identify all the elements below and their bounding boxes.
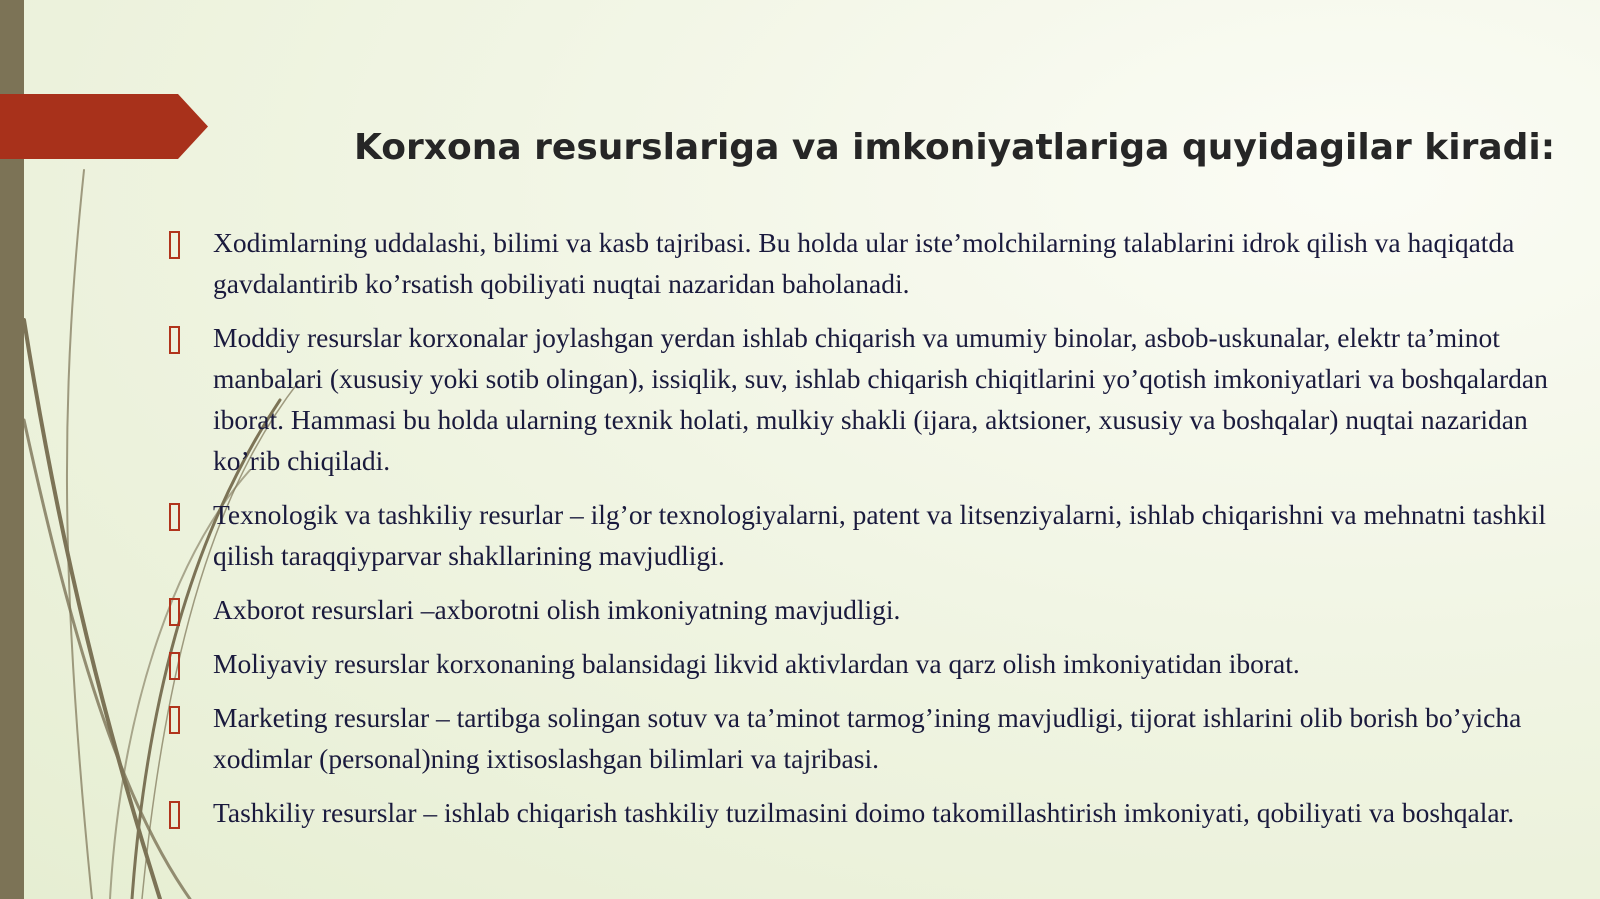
bullet-item <box>166 222 1584 304</box>
bullet-item <box>166 792 1584 833</box>
square-outline-icon <box>169 652 180 680</box>
bullet-item <box>166 317 1584 481</box>
square-outline-icon <box>169 598 180 626</box>
square-outline-icon <box>169 801 180 829</box>
bullet-text: Xodimlarning uddalashi, bilimi va kasb tajribasi. Bu holda ular iste’molchilarning talablarini idrok qilish va haqiqatda gavdalantirib ko’rsatish qobiliyati nuqtai nazaridan baholanadi. <box>213 227 1515 299</box>
square-outline-icon <box>169 706 180 734</box>
bullet-item <box>166 643 1584 684</box>
bullet-text: Axborot resurslari –axborotni olish imkoniyatning mavjudligi. <box>213 594 901 625</box>
bullet-item <box>166 494 1584 576</box>
slide-title: Korxona resurslariga va imkoniyatlariga quyidagilar kiradi: <box>354 127 1556 168</box>
bullet-text: Tashkiliy resurslar – ishlab chiqarish tashkiliy tuzilmasini doimo takomillashtirish imkoniyati, qobiliyati va boshqalar. <box>213 797 1515 828</box>
bullet-text: Marketing resurslar – tartibga solingan sotuv va ta’minot tarmog’ining mavjudligi, tijorat ishlarini olib borish bo’yicha xodimlar (personal)ning ixtisoslashgan bilimlari va tajribasi. <box>213 702 1522 774</box>
bullet-item <box>166 697 1584 779</box>
square-outline-icon <box>169 503 180 531</box>
red-arrow-banner <box>0 94 208 159</box>
bullet-text: Texnologik va tashkiliy resurlar – ilg’or texnologiyalarni, patent va litsenziyalarni, ishlab chiqarishni va mehnatni tashkil qilish taraqqiyparvar shakllarining mavjudligi. <box>213 499 1547 571</box>
square-outline-icon <box>169 231 180 259</box>
bullet-text: Moddiy resurslar korxonalar joylashgan yerdan ishlab chiqarish va umumiy binolar, asbob-uskunalar, elektr ta’minot manbalari (xususiy yoki sotib olingan), issiqlik, suv, ishlab chiqarish chiqitlarini yo’qotish imkoniyatlari va boshqalardan iborat. Hammasi bu holda ularning texnik holati, mulkiy shakli (ijara, aktsioner, xususiy va boshqalar) nuqtai nazaridan ko’rib chiqiladi. <box>213 322 1548 476</box>
bullet-list <box>166 222 1584 846</box>
bullet-text: Moliyaviy resurslar korxonaning balansidagi likvid aktivlardan va qarz olish imkoniyatidan iborat. <box>213 648 1300 679</box>
bullet-item <box>166 589 1584 630</box>
square-outline-icon <box>169 326 180 354</box>
